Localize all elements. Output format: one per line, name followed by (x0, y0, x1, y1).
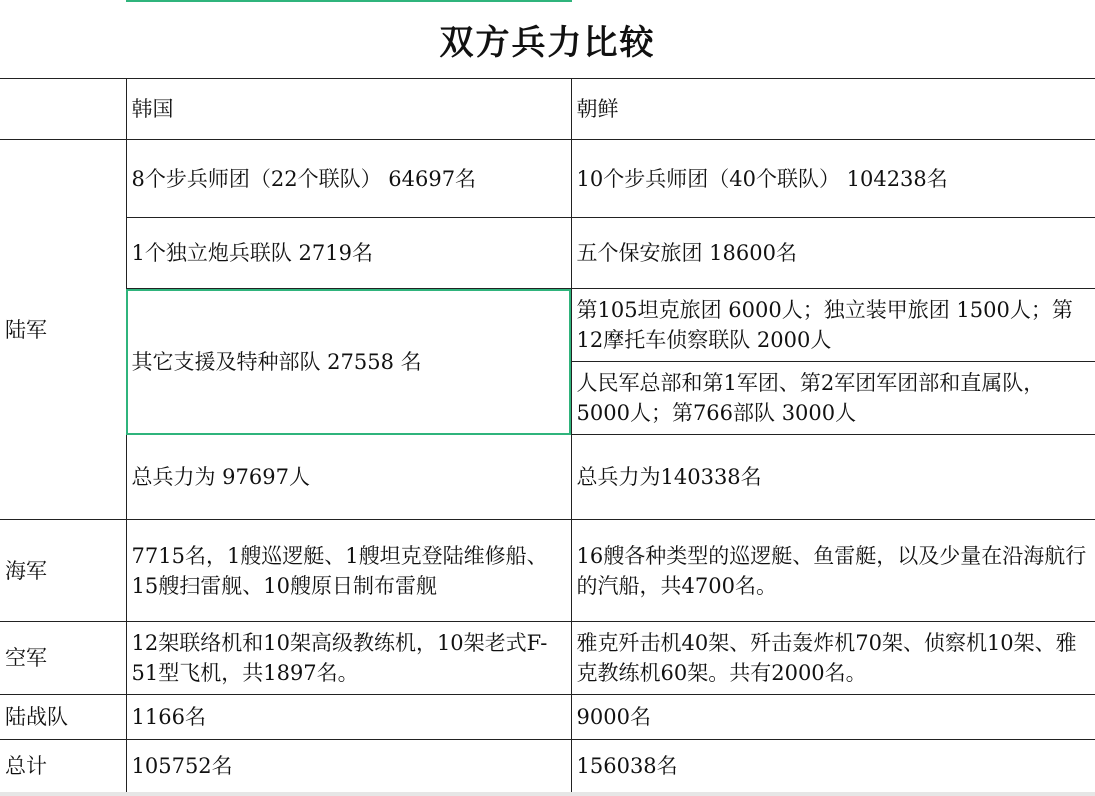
korea-marines-cell[interactable]: 1166名 (126, 695, 571, 740)
korea-infantry-cell[interactable]: 8个步兵师团（22个联队） 64697名 (126, 140, 571, 218)
nk-tank-cell[interactable]: 第105坦克旅团 6000人；独立装甲旅团 1500人；第12摩托车侦察联队 2000人 (571, 289, 1095, 362)
navy-label[interactable]: 海军 (0, 520, 126, 622)
nk-hq-cell[interactable]: 人民军总部和第1军团、第2军团军团部和直属队，5000人；第766部队 3000人 (571, 362, 1095, 435)
air-label[interactable]: 空军 (0, 622, 126, 695)
korea-air-cell[interactable]: 12架联络机和10架高级教练机，10架老式F-51型飞机，共1897名。 (126, 622, 571, 695)
page-title: 双方兵力比较 (0, 0, 1095, 79)
bottom-scroll-strip (0, 792, 1095, 796)
army-row-5 (0, 435, 1095, 520)
total-label[interactable]: 总计 (0, 740, 126, 793)
army-label[interactable]: 陆军 (0, 140, 126, 520)
air-row (0, 622, 1095, 695)
nk-security-cell[interactable]: 五个保安旅团 18600名 (571, 218, 1095, 289)
header-row (0, 79, 1095, 140)
comparison-table (0, 78, 1095, 793)
korea-army-total-cell[interactable]: 总兵力为 97697人 (126, 435, 571, 520)
nk-army-total-cell[interactable]: 总兵力为140338名 (571, 435, 1095, 520)
army-row-1 (0, 140, 1095, 218)
korea-navy-cell[interactable]: 7715名，1艘巡逻艇、1艘坦克登陆维修船、15艘扫雷舰、10艘原日制布雷舰 (126, 520, 571, 622)
nk-infantry-cell[interactable]: 10个步兵师团（40个联队） 104238名 (571, 140, 1095, 218)
nk-total-cell[interactable]: 156038名 (571, 740, 1095, 793)
header-korea[interactable]: 韩国 (126, 79, 571, 140)
korea-support-cell[interactable]: 其它支援及特种部队 27558 名 (126, 289, 571, 435)
header-empty-cell[interactable] (0, 79, 126, 140)
navy-row (0, 520, 1095, 622)
nk-marines-cell[interactable]: 9000名 (571, 695, 1095, 740)
korea-total-cell[interactable]: 105752名 (126, 740, 571, 793)
marines-row (0, 695, 1095, 740)
korea-artillery-cell[interactable]: 1个独立炮兵联队 2719名 (126, 218, 571, 289)
marines-label[interactable]: 陆战队 (0, 695, 126, 740)
total-row (0, 740, 1095, 793)
army-row-2 (0, 218, 1095, 289)
nk-navy-cell[interactable]: 16艘各种类型的巡逻艇、鱼雷艇，以及少量在沿海航行的汽船，共4700名。 (571, 520, 1095, 622)
nk-air-cell[interactable]: 雅克歼击机40架、歼击轰炸机70架、侦察机10架、雅克教练机60架。共有2000名。 (571, 622, 1095, 695)
army-row-3 (0, 289, 1095, 362)
header-north-korea[interactable]: 朝鲜 (571, 79, 1095, 140)
